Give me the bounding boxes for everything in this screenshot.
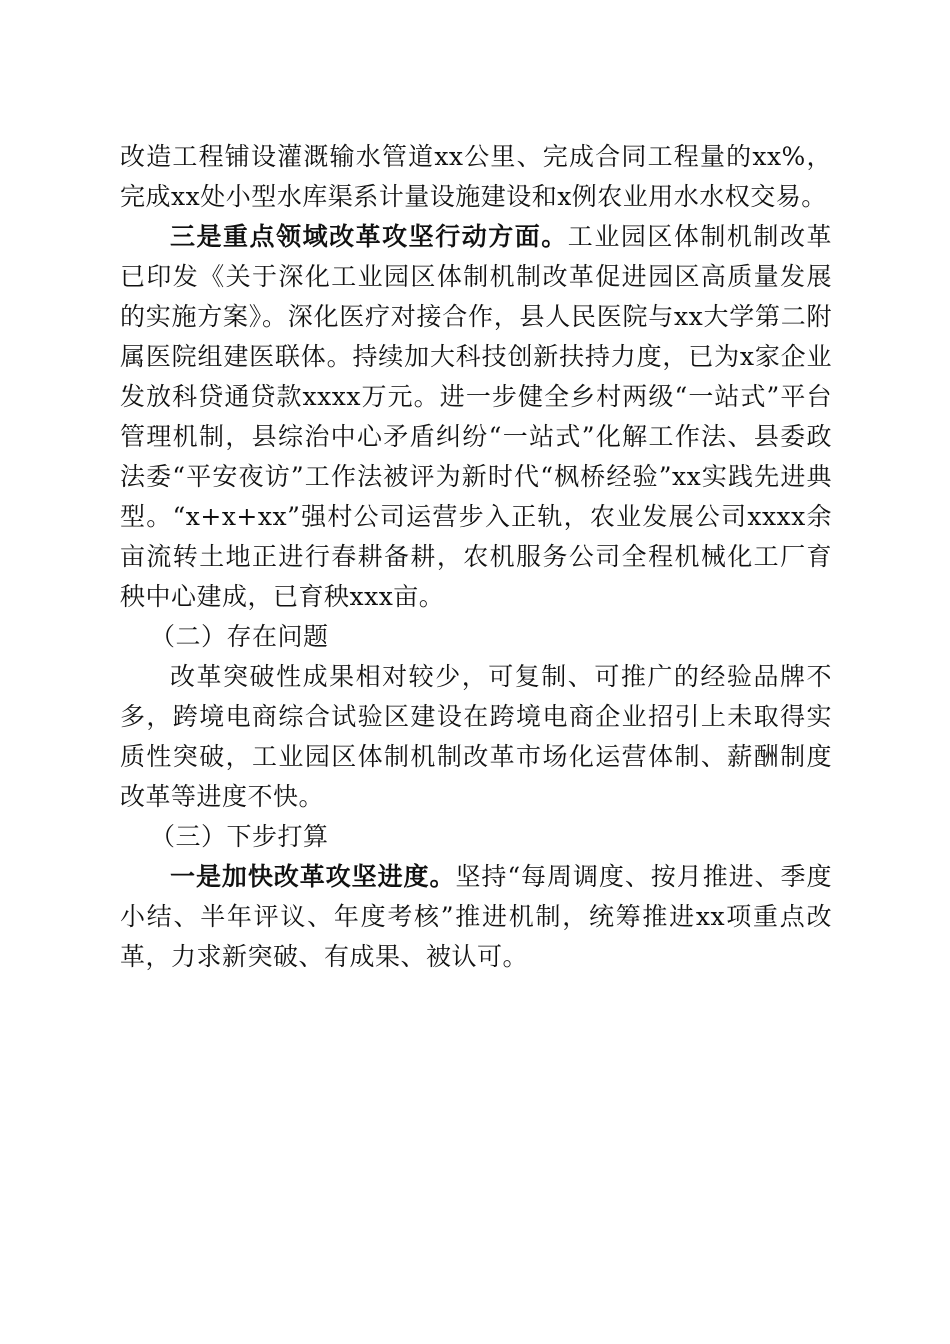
paragraph-text: 工业园区体制机制改革已印发《关于深化工业园区体制机制改革促进园区高质量发展的实施方案》。深化医疗对接合作，县人民医院与xx大学第二附属医院组建医联体。持续加大科技创新扶持力度，已为x家企业发放科贷通贷款xxxx万元。进一步健全乡村两级“一站式”平台管理机制，县综治中心矛盾纠纷“一站式”化解工作法、县委政法委“平安夜访”工作法被评为新时代“枫桥经验”xx实践先进典型。“x+x+xx”强村公司运营步入正轨，农业发展公司xxxx余亩流转土地正进行春耕备耕，农机服务公司全程机械化工厂育秧中心建成，已育秧xxx亩。 <box>120 222 832 611</box>
heading-text: （三）下步打算 <box>150 822 329 851</box>
document-body <box>120 137 832 977</box>
paragraph-lead: 一是加快改革攻坚进度。 <box>170 862 456 891</box>
paragraph-text: 改革突破性成果相对较少，可复制、可推广的经验品牌不多，跨境电商综合试验区建设在跨境电商企业招引上未取得实质性突破，工业园区体制机制改革市场化运营体制、薪酬制度改革等进度不快。 <box>120 662 832 811</box>
heading-text: （二）存在问题 <box>150 622 329 651</box>
paragraph-text: 改造工程铺设灌溉输水管道xx公里、完成合同工程量的xx%，完成xx处小型水库渠系计量设施建设和x例农业用水水权交易。 <box>120 142 832 211</box>
paragraph-lead: 三是重点领域改革攻坚行动方面。 <box>170 222 568 251</box>
paragraph-continuation <box>120 137 832 217</box>
section-heading-problems <box>120 617 832 657</box>
section-heading-next-steps <box>120 817 832 857</box>
paragraph-reform-key-areas <box>120 217 832 617</box>
paragraph-next-steps <box>120 857 832 977</box>
paragraph-problems <box>120 657 832 817</box>
paragraph-text: 坚持“每周调度、按月推进、季度小结、半年评议、年度考核”推进机制，统筹推进xx项重点改革，力求新突破、有成果、被认可。 <box>120 862 832 971</box>
